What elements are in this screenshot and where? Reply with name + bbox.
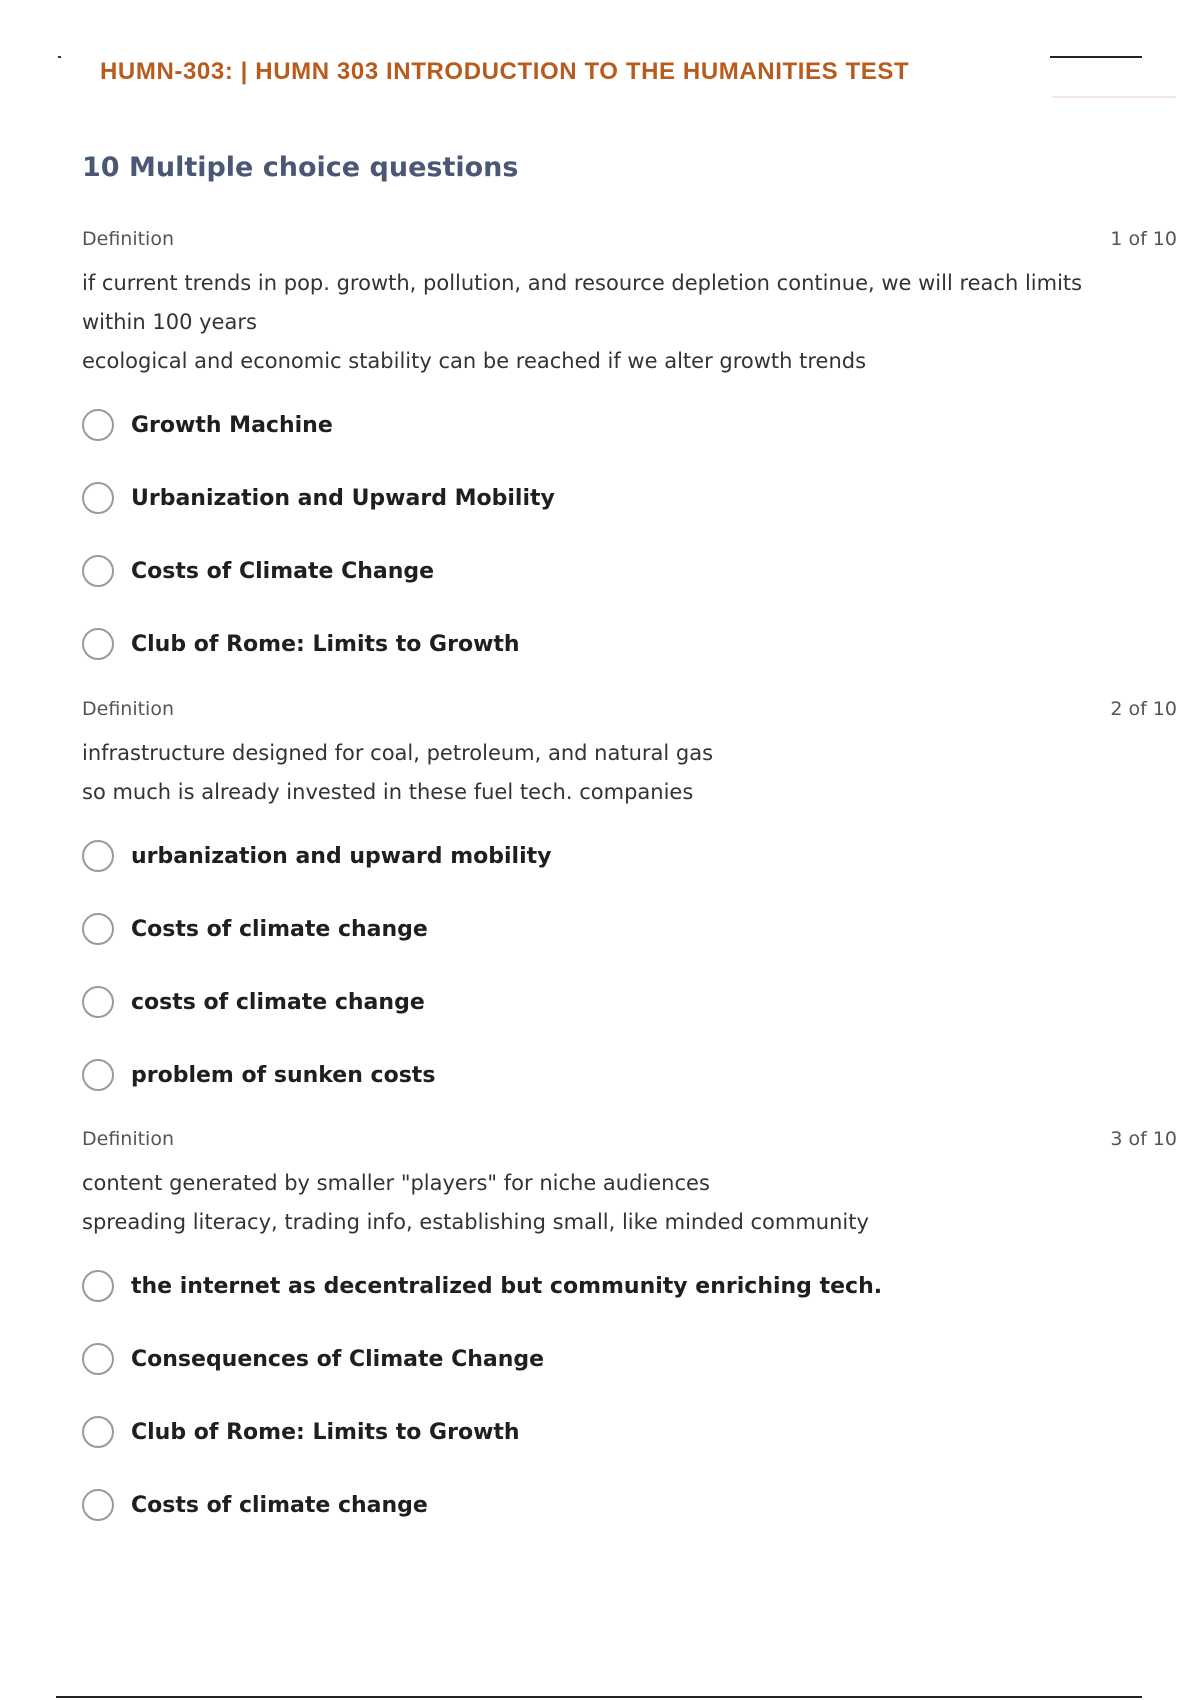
question-1 <box>82 228 1177 691</box>
answer-option-label[interactable]: Costs of climate change <box>131 1492 428 1518</box>
answer-option-label[interactable]: Club of Rome: Limits to Growth <box>131 631 520 657</box>
radio-button[interactable] <box>82 840 114 872</box>
answer-option[interactable] <box>82 545 1177 597</box>
answer-options <box>82 830 1177 1101</box>
radio-button[interactable] <box>82 1416 114 1448</box>
answer-option-label[interactable]: Costs of Climate Change <box>131 558 435 584</box>
header-rule <box>1050 56 1142 58</box>
answer-option-label[interactable]: Club of Rome: Limits to Growth <box>131 1419 520 1445</box>
definition-line: if current trends in pop. growth, pollution, and resource depletion continue, we will reach limits <box>82 271 1083 295</box>
definition-line: infrastructure designed for coal, petroleum, and natural gas <box>82 741 714 765</box>
answer-option-label[interactable]: the internet as decentralized but community enriching tech. <box>131 1273 883 1299</box>
question-counter: 3 of 10 <box>1110 1128 1177 1150</box>
answer-option[interactable] <box>82 1049 1177 1101</box>
question-kind: Definition <box>82 698 175 720</box>
question-counter: 1 of 10 <box>1110 228 1177 250</box>
question-2 <box>82 698 1177 1122</box>
radio-button[interactable] <box>82 482 114 514</box>
answer-option[interactable] <box>82 618 1177 670</box>
question-3 <box>82 1128 1177 1552</box>
radio-button[interactable] <box>82 628 114 660</box>
answer-options <box>82 1260 1177 1531</box>
answer-options <box>82 399 1177 670</box>
radio-button[interactable] <box>82 409 114 441</box>
question-definition <box>82 734 1177 812</box>
radio-button[interactable] <box>82 555 114 587</box>
question-definition <box>82 1164 1177 1242</box>
answer-option-label[interactable]: urbanization and upward mobility <box>131 843 552 869</box>
definition-line: content generated by smaller "players" for niche audiences <box>82 1171 710 1195</box>
radio-button[interactable] <box>82 1343 114 1375</box>
answer-option[interactable] <box>82 1333 1177 1385</box>
answer-option-label[interactable]: problem of sunken costs <box>131 1062 436 1088</box>
answer-option[interactable] <box>82 399 1177 451</box>
question-counter: 2 of 10 <box>1110 698 1177 720</box>
section-heading: 10 Multiple choice questions <box>82 152 519 183</box>
answer-option-label[interactable]: Consequences of Climate Change <box>131 1346 545 1372</box>
answer-option[interactable] <box>82 830 1177 882</box>
definition-line: within 100 years <box>82 310 257 334</box>
answer-option[interactable] <box>82 1260 1177 1312</box>
answer-option-label[interactable]: costs of climate change <box>131 989 425 1015</box>
radio-button[interactable] <box>82 986 114 1018</box>
document-header-title: HUMN-303: | HUMN 303 INTRODUCTION TO THE HUMANITIES TEST <box>100 58 910 85</box>
answer-option[interactable] <box>82 976 1177 1028</box>
question-kind: Definition <box>82 1128 175 1150</box>
answer-option-label[interactable]: Urbanization and Upward Mobility <box>131 485 555 511</box>
definition-line: ecological and economic stability can be reached if we alter growth trends <box>82 349 867 373</box>
answer-option[interactable] <box>82 472 1177 524</box>
radio-button[interactable] <box>82 1270 114 1302</box>
question-definition <box>82 264 1177 381</box>
answer-option-label[interactable]: Costs of climate change <box>131 916 428 942</box>
answer-option-label[interactable]: Growth Machine <box>131 412 333 438</box>
radio-button[interactable] <box>82 1059 114 1091</box>
answer-option[interactable] <box>82 1479 1177 1531</box>
question-meta <box>82 228 1177 254</box>
radio-button[interactable] <box>82 1489 114 1521</box>
question-meta <box>82 698 1177 724</box>
footer-rule <box>56 1696 1142 1698</box>
answer-option[interactable] <box>82 1406 1177 1458</box>
question-kind: Definition <box>82 228 175 250</box>
answer-option[interactable] <box>82 903 1177 955</box>
corner-mark <box>58 56 61 58</box>
question-meta <box>82 1128 1177 1154</box>
definition-line: spreading literacy, trading info, establishing small, like minded community <box>82 1210 869 1234</box>
header-rule-faint <box>1052 96 1176 98</box>
radio-button[interactable] <box>82 913 114 945</box>
definition-line: so much is already invested in these fuel tech. companies <box>82 780 694 804</box>
